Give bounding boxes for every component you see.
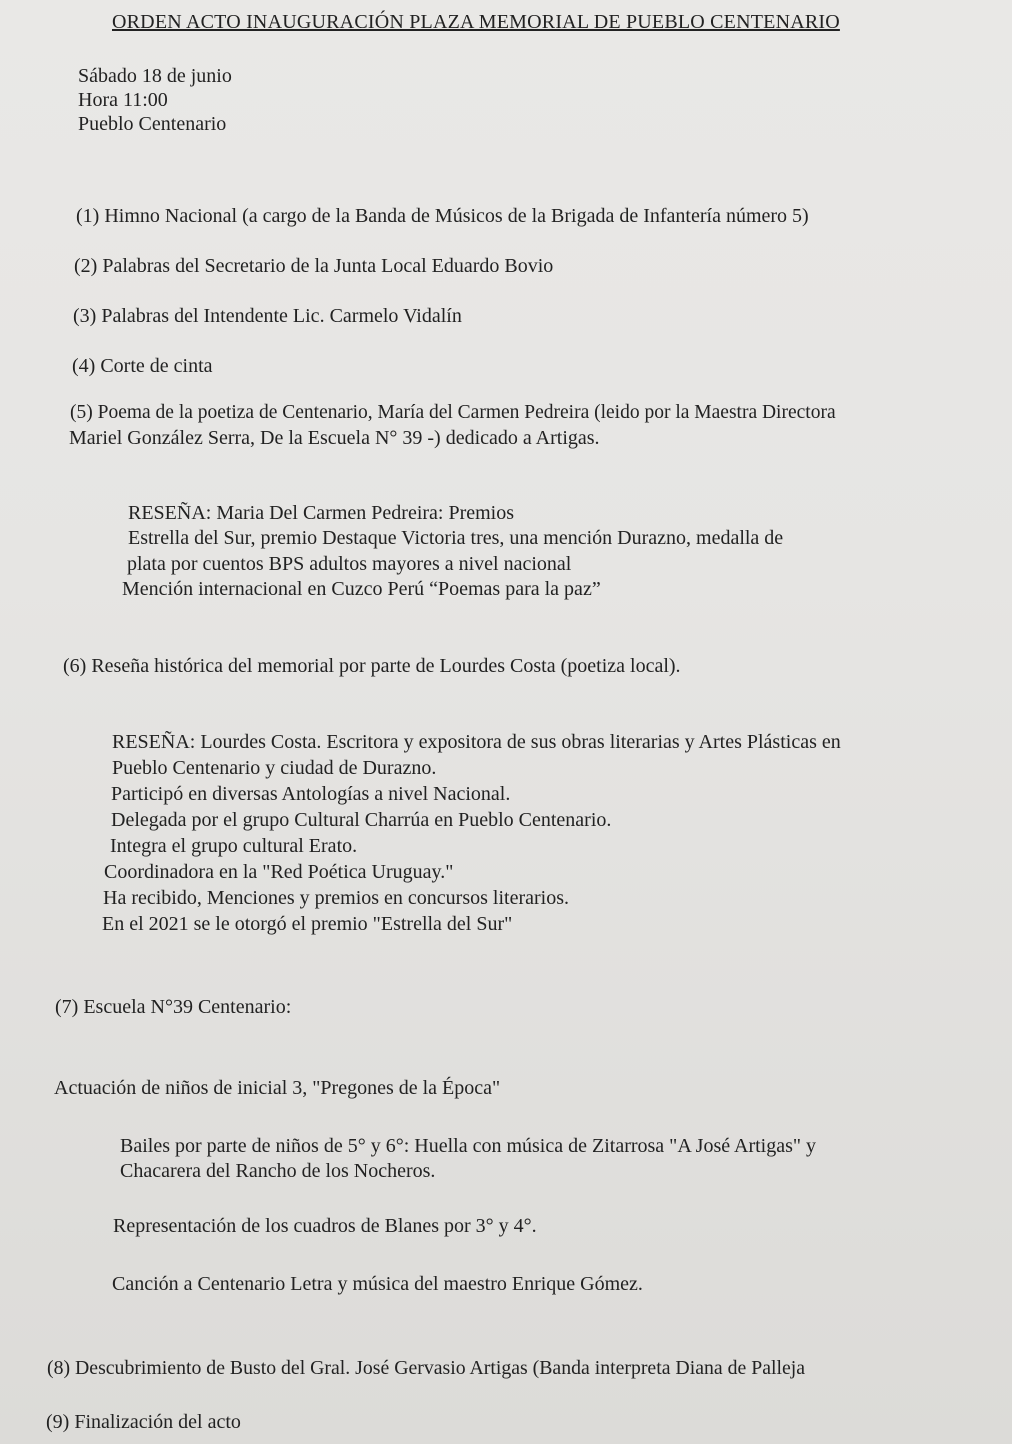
representacion-blanes: Representación de los cuadros de Blanes por 3° y 4°.: [113, 1215, 537, 1237]
resena-costa-line6: Coordinadora en la "Red Poética Uruguay.": [104, 861, 454, 883]
program-item-4: (4) Corte de cinta: [72, 355, 213, 377]
program-item-8: (8) Descubrimiento de Busto del Gral. José Gervasio Artigas (Banda interpreta Diana de Palleja: [47, 1357, 806, 1379]
resena-costa-line7: Ha recibido, Menciones y premios en concursos literarios.: [103, 887, 569, 909]
resena-costa-line2: Pueblo Centenario y ciudad de Durazno.: [112, 757, 437, 779]
bailes-line1: Bailes por parte de niños de 5° y 6°: Huella con música de Zitarrosa "A José Artigas" y: [120, 1135, 817, 1157]
program-item-5-line2: Mariel González Serra, De la Escuela N° 39 -) dedicado a Artigas.: [69, 427, 600, 449]
resena-costa-line8: En el 2021 se le otorgó el premio "Estrella del Sur": [102, 913, 513, 935]
resena-costa-line3: Participó en diversas Antologías a nivel Nacional.: [111, 783, 511, 805]
program-item-7: (7) Escuela N°39 Centenario:: [55, 996, 292, 1018]
resena-pedreira-line4: Mención internacional en Cuzco Perú “Poemas para la paz”: [122, 578, 601, 600]
resena-pedreira-line2: Estrella del Sur, premio Destaque Victoria tres, una mención Durazno, medalla de: [128, 527, 784, 549]
event-date: Sábado 18 de junio: [78, 65, 232, 87]
resena-costa-line1: RESEÑA: Lourdes Costa. Escritora y expositora de sus obras literarias y Artes Plásticas en: [112, 731, 841, 753]
resena-costa-line5: Integra el grupo cultural Erato.: [110, 835, 358, 857]
event-time: Hora 11:00: [78, 89, 168, 111]
program-item-6: (6) Reseña histórica del memorial por parte de Lourdes Costa (poetiza local).: [63, 655, 681, 677]
program-item-5-line1: (5) Poema de la poetiza de Centenario, María del Carmen Pedreira (leido por la Maestra Directora: [70, 402, 836, 423]
cancion-centenario: Canción a Centenario Letra y música del maestro Enrique Gómez.: [112, 1273, 643, 1295]
resena-pedreira-line3: plata por cuentos BPS adultos mayores a nivel nacional: [127, 553, 572, 575]
program-item-9: (9) Finalización del acto: [46, 1411, 241, 1433]
resena-costa-line4: Delegada por el grupo Cultural Charrúa en Pueblo Centenario.: [111, 809, 612, 831]
program-item-1: (1) Himno Nacional (a cargo de la Banda de Músicos de la Brigada de Infantería número 5): [76, 205, 809, 227]
bailes-line2: Chacarera del Rancho de los Nocheros.: [120, 1160, 436, 1182]
actuacion-inicial: Actuación de niños de inicial 3, "Pregones de la Época": [54, 1077, 501, 1099]
program-item-3: (3) Palabras del Intendente Lic. Carmelo Vidalín: [73, 305, 462, 327]
document-title: ORDEN ACTO INAUGURACIÓN PLAZA MEMORIAL DE PUEBLO CENTENARIO: [112, 11, 840, 33]
event-place: Pueblo Centenario: [78, 113, 227, 135]
program-item-2: (2) Palabras del Secretario de la Junta Local Eduardo Bovio: [74, 255, 554, 277]
resena-pedreira-line1: RESEÑA: Maria Del Carmen Pedreira: Premios: [128, 502, 515, 524]
